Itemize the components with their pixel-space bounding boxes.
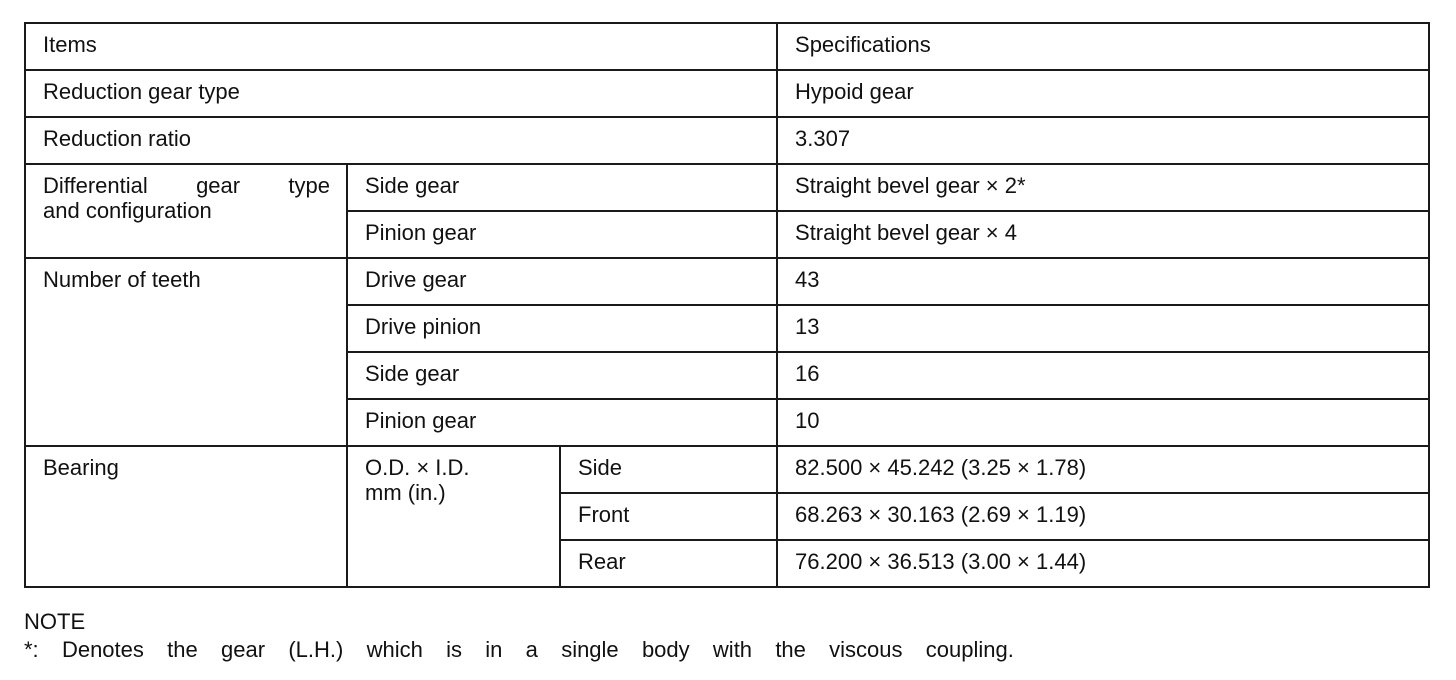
table-row	[25, 164, 1429, 211]
note-word: the	[775, 637, 806, 662]
note-word: the	[167, 637, 198, 662]
differential-label-line2: and configuration	[43, 198, 212, 223]
reduction-ratio-label: Reduction ratio	[25, 117, 777, 164]
bearing-side-value: 82.500 × 45.242 (3.25 × 1.78)	[777, 446, 1429, 493]
bearing-rear-value: 76.200 × 36.513 (3.00 × 1.44)	[777, 540, 1429, 587]
header-items: Items	[25, 23, 777, 70]
table-row	[25, 258, 1429, 305]
bearing-dimension-label	[347, 446, 560, 587]
bearing-dimension-line1: O.D. × I.D.	[365, 455, 470, 480]
teeth-label: Number of teeth	[25, 258, 347, 446]
bearing-dimension-line2: mm (in.)	[365, 480, 446, 505]
note-word: a	[525, 637, 538, 662]
bearing-label: Bearing	[25, 446, 347, 587]
teeth-drive-gear-label: Drive gear	[347, 258, 777, 305]
note-word: in	[485, 637, 503, 662]
table-row	[25, 70, 1429, 117]
reduction-gear-type-label: Reduction gear type	[25, 70, 777, 117]
differential-word: gear	[196, 173, 241, 198]
differential-label-line1	[43, 173, 330, 198]
bearing-side-label: Side	[560, 446, 777, 493]
note-word: body	[641, 637, 690, 662]
teeth-pinion-gear-label: Pinion gear	[347, 399, 777, 446]
table-row	[25, 446, 1429, 493]
note-word: coupling.	[925, 637, 1014, 662]
differential-side-gear-label: Side gear	[347, 164, 777, 211]
header-specifications: Specifications	[777, 23, 1429, 70]
note-word: which	[366, 637, 423, 662]
bearing-front-label: Front	[560, 493, 777, 540]
teeth-drive-pinion-label: Drive pinion	[347, 305, 777, 352]
teeth-pinion-gear-value: 10	[777, 399, 1429, 446]
note-word: Denotes	[61, 637, 144, 662]
note-word: is	[446, 637, 463, 662]
note-title: NOTE	[24, 609, 86, 634]
differential-side-gear-value: Straight bevel gear × 2*	[777, 164, 1429, 211]
note-word: viscous	[829, 637, 903, 662]
note-word: (L.H.)	[288, 637, 344, 662]
teeth-drive-pinion-value: 13	[777, 305, 1429, 352]
teeth-drive-gear-value: 43	[777, 258, 1429, 305]
table-row	[25, 117, 1429, 164]
differential-word: type	[288, 173, 330, 198]
table-header-row	[25, 23, 1429, 70]
bearing-rear-label: Rear	[560, 540, 777, 587]
differential-label	[25, 164, 347, 258]
bearing-front-value: 68.263 × 30.163 (2.69 × 1.19)	[777, 493, 1429, 540]
teeth-side-gear-label: Side gear	[347, 352, 777, 399]
specifications-table	[24, 22, 1430, 588]
reduction-gear-type-value: Hypoid gear	[777, 70, 1429, 117]
note-word: single	[561, 637, 619, 662]
differential-pinion-gear-value: Straight bevel gear × 4	[777, 211, 1429, 258]
note-text	[24, 636, 1014, 664]
differential-word: Differential	[43, 173, 148, 198]
reduction-ratio-value: 3.307	[777, 117, 1429, 164]
note-word: with	[712, 637, 753, 662]
note-section	[24, 608, 1014, 664]
teeth-side-gear-value: 16	[777, 352, 1429, 399]
differential-pinion-gear-label: Pinion gear	[347, 211, 777, 258]
note-word: *:	[24, 637, 39, 662]
note-word: gear	[221, 637, 266, 662]
